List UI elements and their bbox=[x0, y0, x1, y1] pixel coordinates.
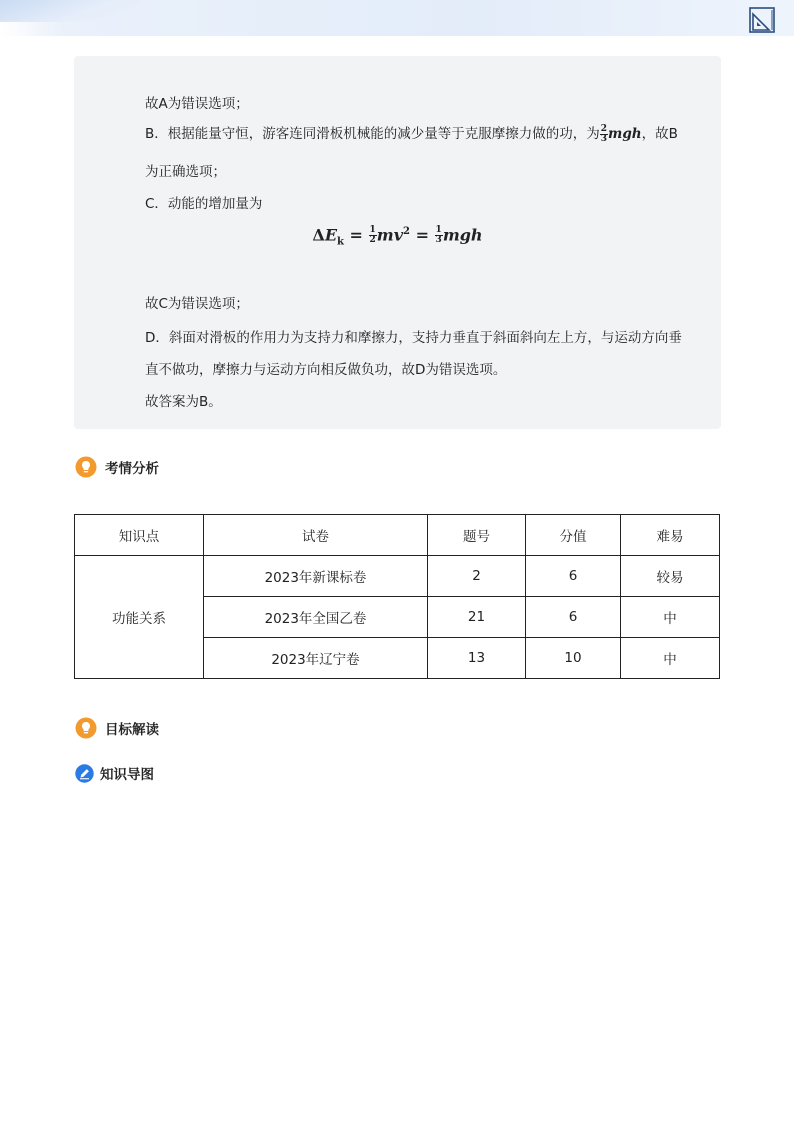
frac-numerator: 2 bbox=[600, 123, 608, 134]
frac-denominator: 3 bbox=[435, 235, 442, 246]
table-row bbox=[75, 556, 720, 597]
lightbulb-icon bbox=[75, 456, 97, 478]
formula-frac-third bbox=[435, 226, 443, 245]
answer-explanation-box bbox=[74, 56, 721, 429]
exam-analysis-table bbox=[74, 514, 720, 679]
formula-frac-half bbox=[369, 226, 377, 245]
formula-E: E bbox=[324, 225, 338, 245]
cell-difficulty: 较易 bbox=[621, 556, 720, 597]
section-title: 考情分析 bbox=[105, 461, 159, 477]
answer-line-6: D．斜面对滑板的作用力为支持力和摩擦力，支持力垂直于斜面斜向左上方，与运动方向垂 bbox=[145, 330, 682, 346]
pen-icon bbox=[75, 764, 94, 783]
answer-line-7: 直不做功，摩擦力与运动方向相反做负功，故D为错误选项。 bbox=[145, 362, 507, 378]
header-score: 分值 bbox=[526, 515, 621, 556]
cell-score: 10 bbox=[526, 638, 621, 679]
ruler-triangle-icon bbox=[748, 6, 776, 34]
table-header-row bbox=[75, 515, 720, 556]
lightbulb-icon bbox=[75, 717, 97, 739]
formula-delta: Δ bbox=[312, 225, 325, 245]
header-difficulty: 难易 bbox=[621, 515, 720, 556]
section-exam-analysis bbox=[75, 456, 159, 478]
cell-difficulty: 中 bbox=[621, 597, 720, 638]
answer-line-8: 故答案为B。 bbox=[145, 394, 222, 410]
answer-line-5: 故C为错误选项； bbox=[145, 296, 249, 312]
cell-number: 21 bbox=[428, 597, 526, 638]
header-paper: 试卷 bbox=[204, 515, 428, 556]
formula-sup-2: 2 bbox=[403, 226, 410, 237]
fraction-two-thirds bbox=[600, 125, 608, 144]
answer-line-4: C．动能的增加量为 bbox=[145, 196, 263, 212]
cell-number: 13 bbox=[428, 638, 526, 679]
answer-line-2-suffix: ，故B bbox=[641, 126, 678, 142]
answer-line-1: 故A为错误选项； bbox=[145, 96, 249, 112]
section-knowledge-map bbox=[75, 763, 154, 783]
answer-line-2-prefix: B．根据能量守恒，游客连同滑板机械能的减少量等于克服摩擦力做的功，为 bbox=[145, 126, 600, 142]
header-knowledge-point: 知识点 bbox=[75, 515, 204, 556]
frac-denominator: 3 bbox=[600, 133, 608, 144]
formula-mgh: mgh bbox=[442, 225, 483, 245]
kinetic-energy-formula bbox=[74, 220, 721, 255]
cell-number: 2 bbox=[428, 556, 526, 597]
answer-line-2 bbox=[145, 124, 678, 144]
cell-topic: 功能关系 bbox=[75, 556, 204, 679]
cell-score: 6 bbox=[526, 597, 621, 638]
cell-score: 6 bbox=[526, 556, 621, 597]
cell-paper: 2023年新课标卷 bbox=[204, 556, 428, 597]
formula-eq-2: = bbox=[410, 225, 435, 245]
section-goal-interpretation bbox=[75, 717, 159, 739]
frac-numerator: 1 bbox=[369, 225, 376, 236]
cell-paper: 2023年辽宁卷 bbox=[204, 638, 428, 679]
cell-paper: 2023年全国乙卷 bbox=[204, 597, 428, 638]
formula-mv: mv bbox=[376, 225, 404, 245]
frac-numerator: 1 bbox=[435, 225, 442, 236]
formula-sub-k: k bbox=[337, 236, 344, 248]
section-title: 知识导图 bbox=[100, 767, 154, 783]
expr-mgh: mgh bbox=[608, 126, 642, 142]
header-question-number: 题号 bbox=[428, 515, 526, 556]
frac-denominator: 2 bbox=[369, 235, 376, 246]
answer-line-3: 为正确选项； bbox=[145, 164, 226, 180]
section-title: 目标解读 bbox=[105, 722, 159, 738]
cell-difficulty: 中 bbox=[621, 638, 720, 679]
formula-eq-1: = bbox=[343, 225, 369, 245]
